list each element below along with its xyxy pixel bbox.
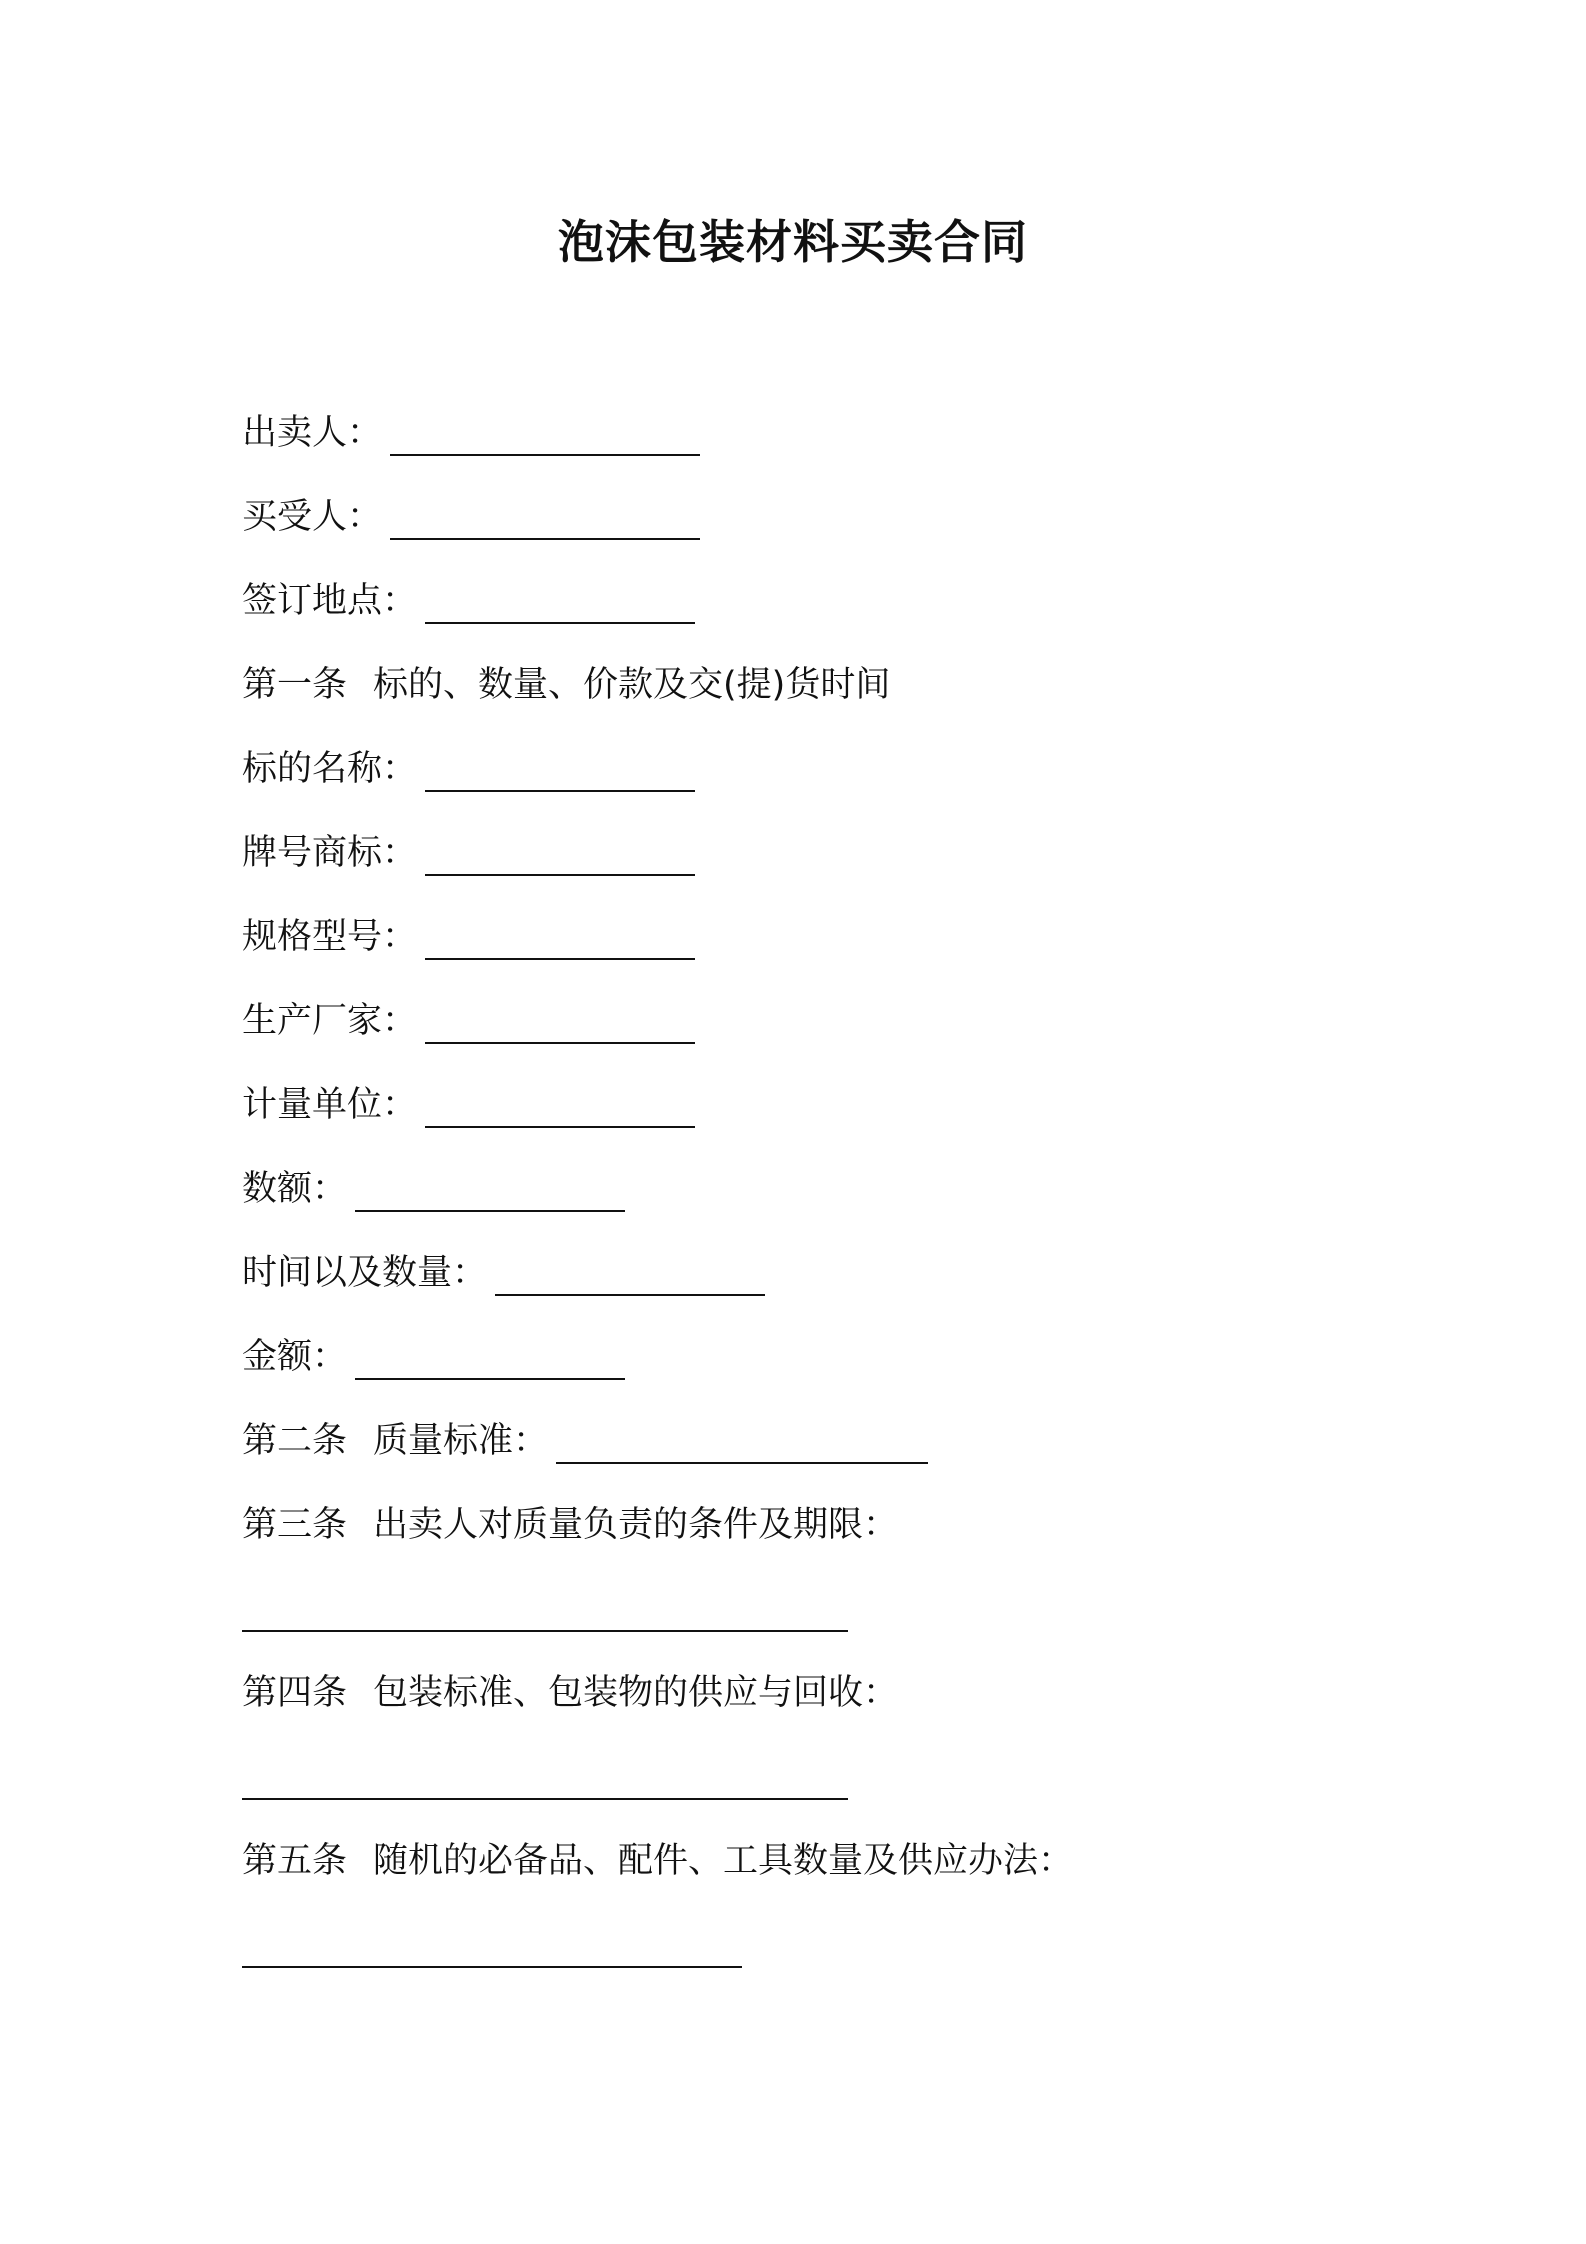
field-label: 标的名称： [242,749,418,789]
article-heading: 质量标准： [373,1421,549,1461]
article-number: 第五条 [242,1841,348,1881]
blank-line[interactable] [242,1920,742,1968]
blank-line[interactable] [355,1332,625,1380]
field-unit [242,1080,1442,1164]
article-5-heading [242,1836,1442,1920]
field-label: 牌号商标： [242,833,418,873]
field-label: 时间以及数量： [242,1253,488,1293]
field-quantity [242,1164,1442,1248]
article-number: 第四条 [242,1673,348,1713]
field-seller [242,408,1442,492]
field-model [242,912,1442,996]
article-number: 第二条 [242,1421,348,1461]
article-1-heading [242,660,1442,744]
document-title: 泡沫包装材料买卖合同 [558,215,1028,269]
article-heading: 标的、数量、价款及交(提)货时间 [373,665,891,705]
blank-line[interactable] [242,1584,848,1632]
field-brand [242,828,1442,912]
article-heading: 随机的必备品、配件、工具数量及供应办法： [373,1841,1074,1881]
field-label: 签订地点： [242,581,418,621]
blank-line[interactable] [425,744,695,792]
field-label: 数额： [242,1169,348,1209]
blank-line[interactable] [355,1164,625,1212]
field-label: 金额： [242,1337,348,1377]
blank-line[interactable] [425,912,695,960]
article-4-heading [242,1668,1442,1752]
article-2-heading [242,1416,1442,1500]
article-heading: 包装标准、包装物的供应与回收： [373,1673,899,1713]
field-label: 计量单位： [242,1085,418,1125]
article-number: 第三条 [242,1505,348,1545]
article-3-heading [242,1500,1442,1584]
article-number: 第一条 [242,665,348,705]
field-label: 买受人： [242,497,383,537]
field-manufacturer [242,996,1442,1080]
field-amount [242,1332,1442,1416]
article-heading: 出卖人对质量负责的条件及期限： [373,1505,899,1545]
article-5-blank-row [242,1920,1442,2004]
field-label: 生产厂家： [242,1001,418,1041]
blank-line[interactable] [495,1248,765,1296]
blank-line[interactable] [390,492,700,540]
field-item-name [242,744,1442,828]
field-signing-place [242,576,1442,660]
blank-line[interactable] [425,576,695,624]
field-time-quantity [242,1248,1442,1332]
blank-line[interactable] [425,1080,695,1128]
article-4-blank-row [242,1752,1442,1836]
contract-body [242,408,1442,2004]
field-label: 规格型号： [242,917,418,957]
field-buyer [242,492,1442,576]
blank-line[interactable] [425,996,695,1044]
blank-line[interactable] [556,1416,928,1464]
blank-line[interactable] [390,408,700,456]
field-label: 出卖人： [242,413,383,453]
article-3-blank-row [242,1584,1442,1668]
blank-line[interactable] [425,828,695,876]
blank-line[interactable] [242,1752,848,1800]
